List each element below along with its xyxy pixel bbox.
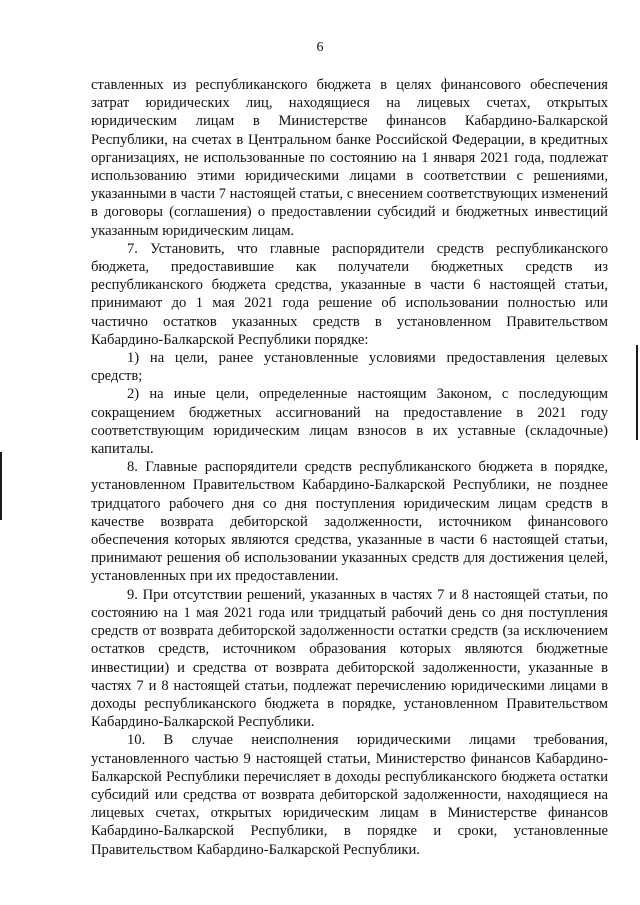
document-body bbox=[91, 76, 608, 859]
page-number: 6 bbox=[316, 40, 324, 55]
paragraph-item-9: 9. При отсутствии решений, указанных в частях 7 и 8 настоящей статьи, по состоянию на 1 мая 2021 года или тридцатый рабочий день со дня поступления средств от возврата дебиторской задолженности остатки средств (за исключением остатков средств, источником образования которых являются бюджетные инвестиции) и средства от возврата дебиторской задолженности, указанные в частях 7 и 8 настоящей статьи, подлежат перечислению юридическими лицами в доходы республиканского бюджета в порядке, установленном Правительством Кабардино-Балкарской Республики. bbox=[91, 586, 608, 731]
paragraph-item-8: 8. Главные распорядители средств республиканского бюджета в порядке, установленном Правительством Кабардино-Балкарской Республики, не позднее тридцатого рабочего дня со дня поступления юридическим лицам средств в качестве возврата дебиторской задолженности, источником финансового обеспечения которых являются средства, указанные в части 6 настоящей статьи, принимают решения об использовании указанных средств для достижения целей, установленных при их предоставлении. bbox=[91, 459, 608, 585]
paragraph-subitem-2: 2) на иные цели, определенные настоящим Законом, с последующим сокращением бюджетных ассигнований на предоставление в 2021 году соответствующим юридическим лицам взносов в их уставные (складочные) капиталы. bbox=[91, 386, 608, 458]
scan-edge-mark-left bbox=[0, 452, 2, 520]
paragraph-item-7: 7. Установить, что главные распорядители средств республиканского бюджета, предоставившие как получатели бюджетных средств из республиканского бюджета средства, указанные в части 6 настоящей статьи, принимают до 1 мая 2021 года решение об использовании полностью или частично остатков указанных средств в установленном Правительством Кабардино-Балкарской Республики порядке: bbox=[91, 240, 608, 348]
paragraph-continuation: ставленных из республиканского бюджета в целях финансового обеспечения затрат юридических лиц, находящиеся на лицевых счетах, открытых юридическим лицам в Министерстве финансов Кабардино-Балкарской Республики, на счетах в Центральном банке Российской Федерации, в кредитных организациях, не использованные по состоянию на 1 января 2021 года, подлежат использованию этими юридическими лицами в соответствии с решениями, указанными в части 7 настоящей статьи, с внесением соответствующих изменений в договоры (соглашения) о предоставлении субсидий и бюджетных инвестиций указанным юридическим лицам. bbox=[91, 77, 608, 239]
paragraph-item-10: 10. В случае неисполнения юридическими лицами требования, установленного частью 9 настоящей статьи, Министерство финансов Кабардино-Балкарской Республики перечисляет в доходы республиканского бюджета остатки субсидий или средства от возврата дебиторской задолженности, находящиеся на лицевых счетах, открытых юридическим лицам в Министерстве финансов Кабардино-Балкарской Республики, в порядке и сроки, установленные Правительством Кабардино-Балкарской Республики. bbox=[91, 732, 608, 858]
paragraph-subitem-1: 1) на цели, ранее установленные условиями предоставления целевых средств; bbox=[91, 350, 608, 385]
scan-edge-mark-right bbox=[636, 345, 638, 440]
